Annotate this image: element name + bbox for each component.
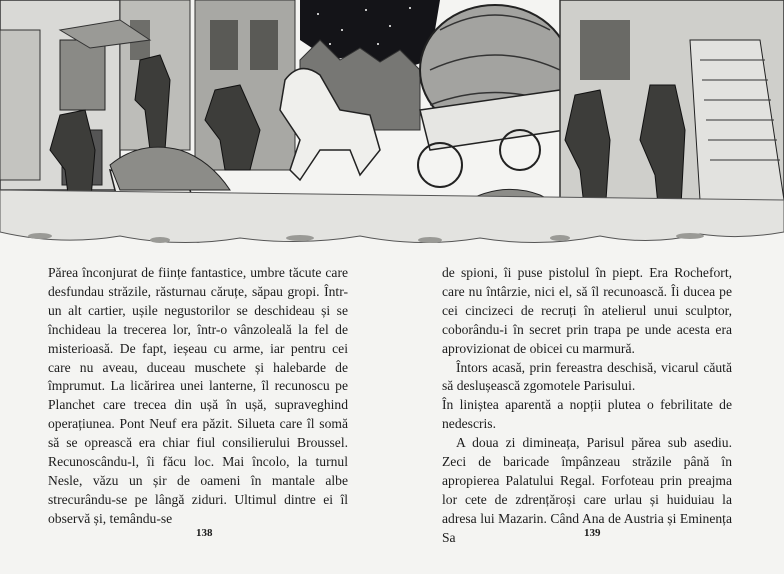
right-paragraph-4: A doua zi dimineața, Parisul părea sub asediu. Zeci de baricade împânzeau străzile până în apropierea Palatului Regal. Forfoteau prin preajma lor cete de zdrențăroși care urlau și huiduiau la adresa lui Mazarin. Când Ana de Austria și Eminența Sa (442, 435, 732, 545)
left-page-number: 138 (196, 527, 213, 539)
left-page-text (48, 264, 348, 529)
street-scene-illustration (0, 0, 784, 256)
left-paragraph-1: Părea înconjurat de ființe fantastice, umbre tăcute care desfundau străzile, răsturnau căruțe, săpau gropi. Într-un alt cartier, ușile negustorilor se deschideau și se închideau la trecerea lor, într-o vânzoleală la fel de misterioasă. De fapt, ieșeau cu arme, iar pentru cei care nu aveau, duceau muschete și halebarde de împrumut. La licărirea unei lanterne, îl recunoscu pe Planchet care trecea din ușă în ușă, supraveghind operațiunea. Pont Neuf era păzit. Silueta care îl somă să se oprească era chiar fiul consilierului Broussel. Recunoscându-l, îi făcu loc. Mai încolo, la turnul Nesle, văzu un șir de oameni în mantale albe strecurându-se pe lângă ziduri. Ultimul dintre ei îl observă și, temându-se (48, 265, 348, 526)
right-page-number: 139 (584, 527, 601, 539)
right-paragraph-2: Întors acasă, prin fereastra deschisă, vicarul căută să deslușească zgomotele Parisului. (442, 359, 732, 394)
right-paragraph-3: În liniștea aparentă a nopții plutea o febrilitate de nedescris. (442, 397, 732, 432)
right-paragraph-1: de spioni, îi puse pistolul în piept. Era Rochefort, care nu întârzie, nici el, să îl recunoască. Îi ducea pe cei cincizeci de recruți în atelierul unui sculptor, coborându-i în secret prin trapa pe unde acesta era aprovizionat de obicei cu marmură. (442, 265, 732, 356)
right-page-text (442, 264, 732, 548)
